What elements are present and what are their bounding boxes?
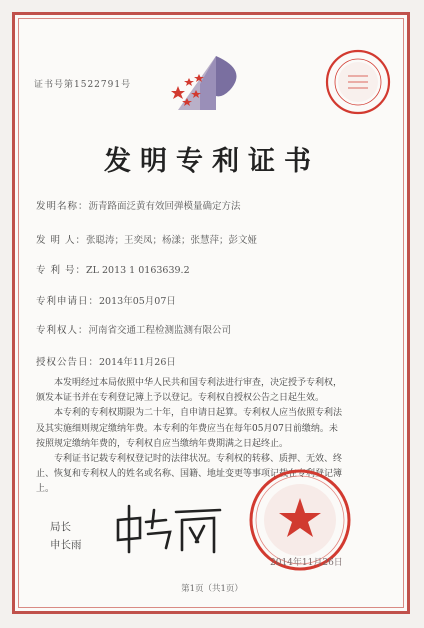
inventors-value: 张聪涛；王奕凤；杨漾；张慧萍；彭文娅 (86, 235, 258, 246)
grant-date-label: 授权公告日： (36, 357, 100, 368)
certificate-number: 证书号第1522791号 (34, 80, 132, 90)
body-paragraph: 专利证书记载专利权登记时的法律状况。专利权的转移、质押、无效、终止、恢复和专利权人的姓名或名称、国籍、地址变更等事项记载在专利登记簿上。 (36, 454, 343, 495)
certificate-title: 发明专利证书 (104, 146, 320, 177)
inventors-label: 发 明 人： (36, 235, 87, 246)
signatory-position: 局长 (50, 521, 71, 533)
application-date-row (36, 293, 176, 307)
signatory-title (50, 518, 82, 554)
patentee-row (36, 322, 231, 336)
page-number: 第1页（共1页） (181, 584, 243, 594)
grant-date-row (36, 354, 176, 368)
grant-date-value: 2014年11月26日 (99, 357, 176, 368)
top-right-seal-icon (324, 48, 392, 116)
inventors-row (36, 232, 257, 246)
invention-name-row (36, 198, 241, 212)
body-paragraph: 本专利的专利权期限为二十年，自申请日起算。专利权人应当依照专利法及其实施细则规定缴纳年费。本专利的年费应当在每年05月07日前缴纳。未按照规定缴纳年费的，专利权自应当缴纳年费期满之日起终止。 (36, 408, 343, 449)
patentee-label: 专利权人： (36, 325, 89, 336)
patent-number-label: 专 利 号： (36, 265, 87, 276)
patent-office-emblem-icon (170, 50, 250, 116)
body-paragraph: 本发明经过本局依照中华人民共和国专利法进行审查，决定授予专利权，颁发本证书并在专利登记簿上予以登记。专利权自授权公告之日起生效。 (36, 378, 343, 404)
signatory-name: 申长雨 (50, 539, 82, 551)
application-date-value: 2013年05月07日 (99, 296, 176, 307)
patentee-value: 河南省交通工程检测监测有限公司 (88, 325, 232, 336)
seal-date: 2014年11月26日 (270, 558, 343, 568)
invention-name-value: 沥青路面泛黄有效回弹模量确定方法 (88, 201, 241, 212)
handwritten-signature (110, 498, 230, 558)
application-date-label: 专利申请日： (36, 296, 100, 307)
invention-name-label: 发明名称： (36, 201, 89, 212)
patent-number-value: ZL 2013 1 0163639.2 (86, 265, 190, 276)
patent-number-row (36, 262, 190, 276)
